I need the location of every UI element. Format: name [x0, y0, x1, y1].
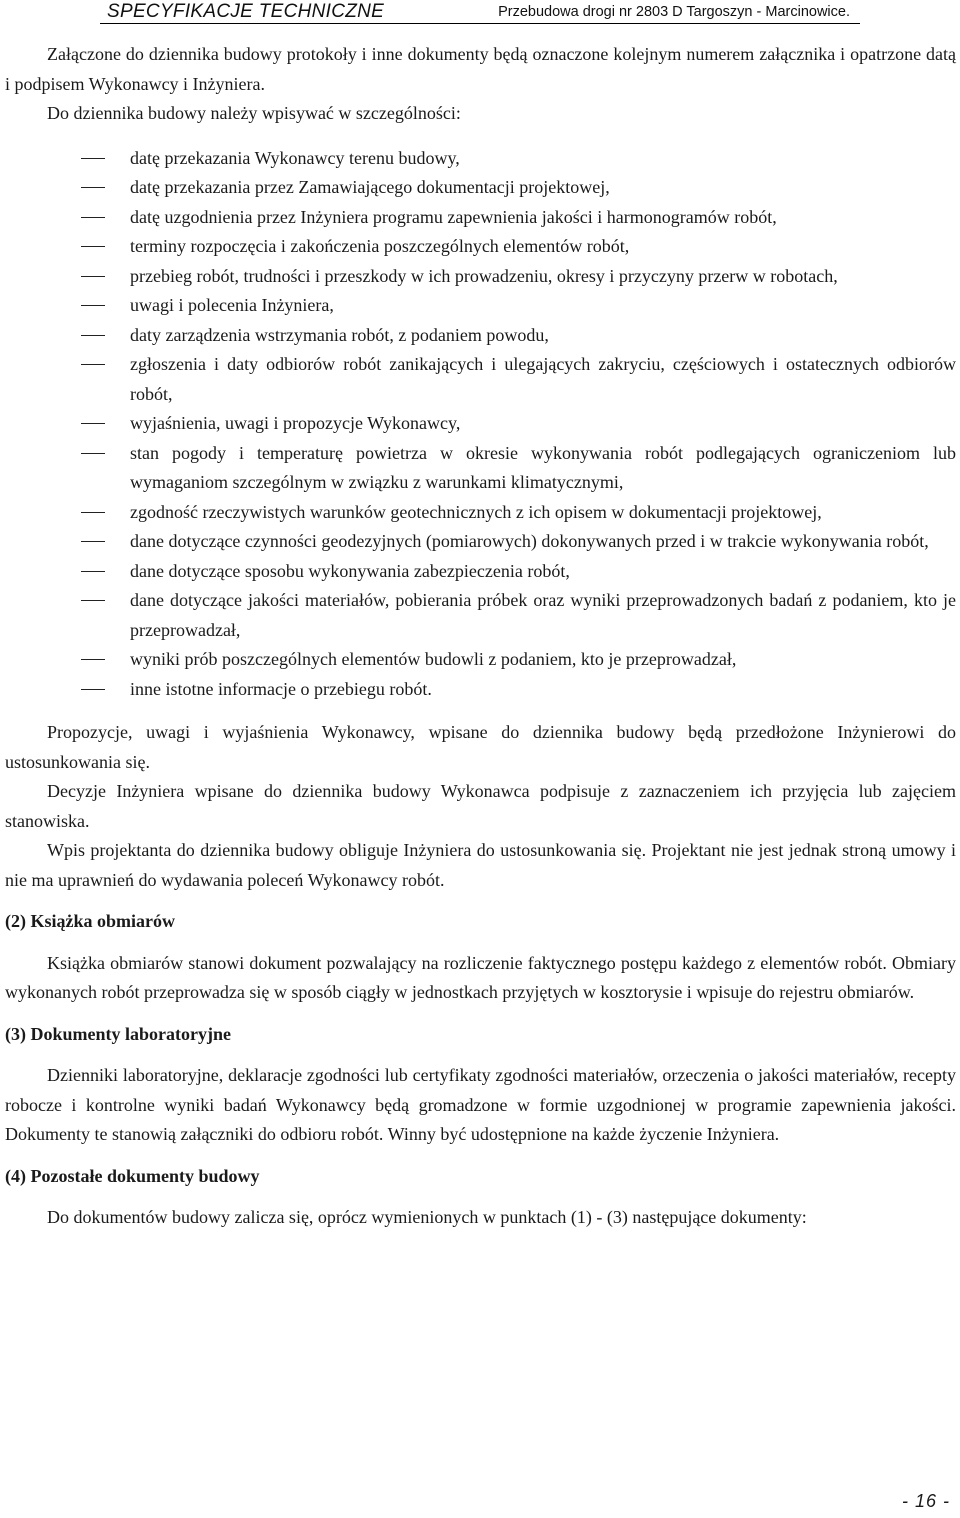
- dash-bullet: [81, 276, 105, 277]
- dash-bullet: [81, 246, 105, 247]
- page-number: - 16 -: [901, 1491, 950, 1511]
- section-heading-2: (2) Książka obmiarów: [5, 911, 175, 931]
- dash-bullet: [81, 364, 105, 365]
- dash-bullet: [81, 571, 105, 572]
- dash-bullet: [81, 305, 105, 306]
- document-body: [5, 40, 956, 1233]
- after-paragraph-2: Decyzje Inżyniera wpisane do dziennika budowy Wykonawca podpisuje z zaznaczeniem ich przyjęcia lub zajęciem stanowiska.: [5, 781, 956, 831]
- dash-bullet: [81, 541, 105, 542]
- list-item: zgłoszenia i daty odbiorów robót zanikających i ulegających zakryciu, częściowych i ostatecznych odbiorów robót,: [5, 350, 956, 409]
- list-item: stan pogody i temperaturę powietrza w okresie wykonywania robót podlegających ograniczeniom lub wymaganiom szczególnym w związku z warunkami klimatycznymi,: [5, 439, 956, 498]
- section-text-3: Dzienniki laboratoryjne, deklaracje zgodności lub certyfikaty zgodności materiałów, orzeczenia o jakości materiałów, recepty robocze i kontrolne wyniki badań Wykonawcy będą gromadzone w formie uzgodnionej w programie zapewnienia jakości. Dokumenty te stanowią załączniki do odbioru robót. Winny być udostępnione na każde życzenie Inżyniera.: [5, 1065, 956, 1144]
- dash-bullet: [81, 217, 105, 218]
- dash-bullet: [81, 335, 105, 336]
- section-heading-4: (4) Pozostałe dokumenty budowy: [5, 1165, 260, 1186]
- intro-paragraph-1: Załączone do dziennika budowy protokoły i inne dokumenty będą oznaczone kolejnym numerem załącznika i opatrzone datą i podpisem Wykonawcy i Inżyniera.: [5, 44, 956, 94]
- list-item: wyjaśnienia, uwagi i propozycje Wykonawcy,: [5, 409, 956, 439]
- list-item: wyniki prób poszczególnych elementów budowli z podaniem, kto je przeprowadzał,: [5, 645, 956, 675]
- header-rule: [100, 23, 860, 24]
- list-item: zgodność rzeczywistych warunków geotechnicznych z ich opisem w dokumentacji projektowej,: [5, 498, 956, 528]
- list-item: dane dotyczące sposobu wykonywania zabezpieczenia robót,: [5, 557, 956, 587]
- list-item: datę uzgodnienia przez Inżyniera programu zapewnienia jakości i harmonogramów robót,: [5, 203, 956, 233]
- list-item: datę przekazania Wykonawcy terenu budowy,: [5, 144, 956, 174]
- intro-paragraph-2: Do dziennika budowy należy wpisywać w szczególności:: [47, 103, 461, 123]
- section-heading-3: (3) Dokumenty laboratoryjne: [5, 1023, 231, 1044]
- after-paragraph-1: Propozycje, uwagi i wyjaśnienia Wykonawcy, wpisane do dziennika budowy będą przedłożone Inżynierowi do ustosunkowania się.: [5, 722, 956, 772]
- dash-bullet: [81, 512, 105, 513]
- entries-list: [5, 144, 956, 705]
- header-title: SPECYFIKACJE TECHNICZNE: [107, 1, 385, 22]
- after-paragraph-3: Wpis projektanta do dziennika budowy obliguje Inżyniera do ustosunkowania się. Projektant nie jest jednak stroną umowy i nie ma uprawnień do wydawania poleceń Wykonawcy robót.: [5, 840, 956, 890]
- dash-bullet: [81, 187, 105, 188]
- list-item: datę przekazania przez Zamawiającego dokumentacji projektowej,: [5, 173, 956, 203]
- dash-bullet: [81, 158, 105, 159]
- page-header: [0, 0, 960, 26]
- list-item: daty zarządzenia wstrzymania robót, z podaniem powodu,: [5, 321, 956, 351]
- list-item: inne istotne informacje o przebiegu robót.: [5, 675, 956, 705]
- dash-bullet: [81, 659, 105, 660]
- dash-bullet: [81, 689, 105, 690]
- dash-bullet: [81, 600, 105, 601]
- list-item: dane dotyczące jakości materiałów, pobierania próbek oraz wyniki przeprowadzonych badań z podaniem, kto je przeprowadzał,: [5, 586, 956, 645]
- dash-bullet: [81, 453, 105, 454]
- list-item: uwagi i polecenia Inżyniera,: [5, 291, 956, 321]
- list-item: terminy rozpoczęcia i zakończenia poszczególnych elementów robót,: [5, 232, 956, 262]
- section-text-2: Książka obmiarów stanowi dokument pozwalający na rozliczenie faktycznego postępu każdego z elementów robót. Obmiary wykonanych robót przeprowadza się w sposób ciągły w jednostkach przyjętych w kosztorysie i wpisuje do rejestru obmiarów.: [5, 952, 956, 1002]
- list-item: przebieg robót, trudności i przeszkody w ich prowadzeniu, okresy i przyczyny przerw w robotach,: [5, 262, 956, 292]
- list-item: dane dotyczące czynności geodezyjnych (pomiarowych) dokonywanych przed i w trakcie wykonywania robót,: [5, 527, 956, 557]
- dash-bullet: [81, 423, 105, 424]
- header-project: Przebudowa drogi nr 2803 D Targoszyn - Marcinowice.: [498, 4, 850, 20]
- section-text-4: Do dokumentów budowy zalicza się, oprócz wymienionych w punktach (1) - (3) następujące dokumenty:: [47, 1207, 807, 1227]
